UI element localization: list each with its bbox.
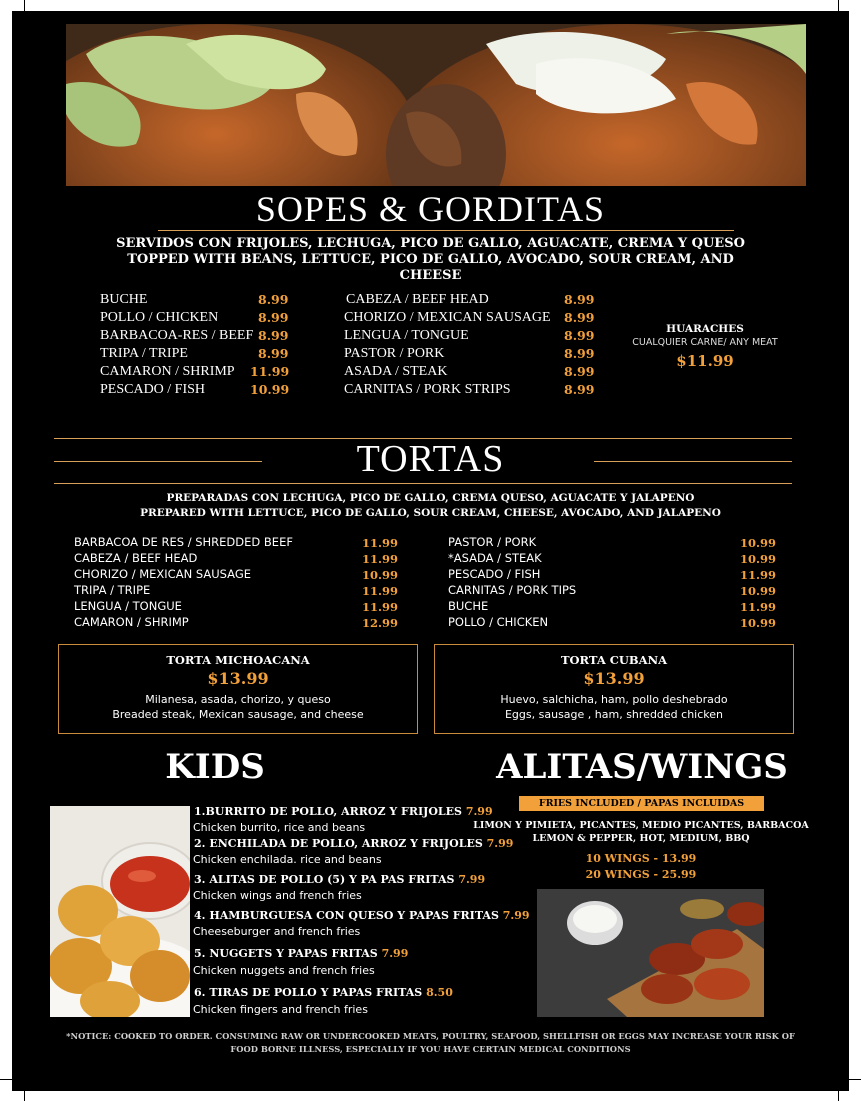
wings-flavors-en: LEMON & PEPPER, HOT, MEDIUM, BBQ bbox=[532, 833, 750, 844]
menu-item-price: 8.99 bbox=[564, 382, 595, 397]
menu-item-name: BARBACOA DE RES / SHREDDED BEEF bbox=[74, 535, 293, 549]
tortas-subtitle-en: PREPARED WITH LETTUCE, PICO DE GALLO, SOUR CREAM, CHEESE, AVOCADO, AND JALAPENO bbox=[140, 507, 721, 519]
crop-mark bbox=[849, 1079, 861, 1080]
wings-photo bbox=[537, 889, 764, 1017]
menu-item-price: 8.99 bbox=[564, 346, 595, 361]
menu-item-price: 11.99 bbox=[362, 600, 399, 614]
wings-title: ALITAS/WINGS bbox=[496, 747, 788, 787]
menu-item-name: CABEZA / BEEF HEAD bbox=[346, 292, 489, 307]
sopes-subtitle-en-1: TOPPED WITH BEANS, LETTUCE, PICO DE GALLO, AVOCADO, SOUR CREAM, AND bbox=[127, 252, 734, 267]
kids-item-name: 6. TIRAS DE POLLO Y PAPAS FRITAS 8.50 bbox=[194, 986, 453, 999]
title-underline bbox=[158, 230, 734, 231]
menu-item-name: TRIPA / TRIPE bbox=[100, 346, 188, 361]
wings-flavors-es: LIMON Y PIMIETA, PICANTES, MEDIO PICANTES, BARBACOA bbox=[473, 820, 809, 831]
kids-item-price: 7.99 bbox=[486, 837, 514, 850]
sopes-subtitle-en-2: CHEESE bbox=[399, 268, 462, 283]
nuggets-photo-art bbox=[50, 806, 190, 1017]
menu-item-name: TRIPA / TRIPE bbox=[74, 583, 151, 597]
menu-item-price: 8.99 bbox=[258, 292, 289, 307]
huaraches-title: HUARACHES bbox=[666, 323, 744, 335]
wings-badge: FRIES INCLUDED / PAPAS INCLUIDAS bbox=[519, 796, 764, 811]
menu-item-price: 10.99 bbox=[740, 552, 777, 566]
nuggets-photo bbox=[50, 806, 190, 1017]
torta-cubana-title: TORTA CUBANA bbox=[560, 653, 668, 667]
kids-item-desc: Chicken enchilada. rice and beans bbox=[193, 853, 382, 866]
crop-mark bbox=[24, 0, 25, 11]
kids-item-desc: Chicken burrito, rice and beans bbox=[193, 821, 366, 834]
menu-item-name: PESCADO / FISH bbox=[100, 382, 206, 397]
menu-item-price: 8.99 bbox=[258, 346, 289, 361]
menu-item-name: LENGUA / TONGUE bbox=[344, 328, 469, 343]
kids-item-name: 5. NUGGETS Y PAPAS FRITAS 7.99 bbox=[194, 947, 409, 960]
kids-item-name: 1.BURRITO DE POLLO, ARROZ Y FRIJOLES 7.99 bbox=[194, 805, 493, 818]
torta-cubana-box bbox=[434, 644, 794, 734]
menu-item-name: BARBACOA-RES / BEEF bbox=[100, 328, 254, 343]
crop-mark bbox=[0, 1079, 12, 1080]
menu-item-price: 11.99 bbox=[740, 600, 777, 614]
menu-item-name: PASTOR / PORK bbox=[344, 346, 445, 361]
kids-item-price: 7.99 bbox=[465, 805, 493, 818]
notice-line-1: *NOTICE: COOKED TO ORDER. CONSUMING RAW OR UNDERCOOKED MEATS, POULTRY, SEAFOOD, SHELLFISH OR EGGS MAY INCREASE YOUR RISK OF bbox=[66, 1031, 795, 1041]
divider-line bbox=[54, 483, 792, 484]
menu-item-price: 8.99 bbox=[564, 328, 595, 343]
sopes-photo-art bbox=[66, 24, 806, 186]
menu-item-price: 10.99 bbox=[362, 568, 399, 582]
kids-item-price: 7.99 bbox=[381, 947, 409, 960]
menu-item-name: CABEZA / BEEF HEAD bbox=[74, 551, 198, 565]
menu-item-name: PESCADO / FISH bbox=[448, 567, 541, 581]
torta-cubana-price: $13.99 bbox=[583, 669, 645, 688]
menu-item-price: 11.99 bbox=[740, 568, 777, 582]
menu-item-name: POLLO / CHICKEN bbox=[448, 615, 549, 629]
notice-line-2: FOOD BORNE ILLNESS, ESPECIALLY IF YOU HAVE CERTAIN MEDICAL CONDITIONS bbox=[230, 1044, 631, 1054]
kids-item-desc: Chicken nuggets and french fries bbox=[193, 964, 375, 977]
menu-item-price: 10.99 bbox=[740, 536, 777, 550]
kids-item-price: 7.99 bbox=[502, 909, 530, 922]
kids-item-name: 4. HAMBURGUESA CON QUESO Y PAPAS FRITAS 7.99 bbox=[194, 909, 530, 922]
kids-item-name: 3. ALITAS DE POLLO (5) Y PA PAS FRITAS 7.99 bbox=[194, 873, 486, 886]
sopes-photo bbox=[66, 24, 806, 186]
menu-item-name: CAMARON / SHRIMP bbox=[100, 364, 235, 379]
kids-item-price: 8.50 bbox=[426, 986, 453, 999]
menu-item-price: 11.99 bbox=[362, 536, 399, 550]
menu-item-name: CARNITAS / PORK TIPS bbox=[448, 583, 577, 597]
menu-item-name: LENGUA / TONGUE bbox=[74, 599, 182, 613]
menu-item-name: CHORIZO / MEXICAN SAUSAGE bbox=[74, 567, 251, 581]
kids-title: KIDS bbox=[165, 747, 265, 787]
torta-michoacana-title: TORTA MICHOACANA bbox=[166, 653, 310, 667]
menu-item-name: *ASADA / STEAK bbox=[448, 551, 542, 565]
torta-michoacana-desc-en: Breaded steak, Mexican sausage, and cheese bbox=[112, 708, 364, 721]
torta-michoacana-price: $13.99 bbox=[207, 669, 269, 688]
kids-item-price: 7.99 bbox=[458, 873, 486, 886]
kids-item-desc: Cheeseburger and french fries bbox=[193, 925, 361, 938]
menu-item-name: CAMARON / SHRIMP bbox=[74, 615, 189, 629]
huaraches-price: $11.99 bbox=[676, 352, 734, 370]
tortas-subtitle-es: PREPARADAS CON LECHUGA, PICO DE GALLO, CREMA QUESO, AGUACATE Y JALAPENO bbox=[166, 492, 695, 504]
crop-mark bbox=[838, 1091, 839, 1101]
torta-cubana-desc-en: Eggs, sausage , ham, shredded chicken bbox=[504, 708, 724, 721]
menu-item-price: 8.99 bbox=[564, 310, 595, 325]
menu-item-price: 8.99 bbox=[258, 310, 289, 325]
menu-item-price: 11.99 bbox=[362, 584, 399, 598]
menu-item-price: 11.99 bbox=[250, 364, 290, 379]
wings-price-10: 10 WINGS - 13.99 bbox=[585, 852, 697, 865]
crop-mark bbox=[838, 0, 839, 11]
menu-item-price: 10.99 bbox=[740, 616, 777, 630]
menu-item-name: PASTOR / PORK bbox=[448, 535, 537, 549]
huaraches-desc: CUALQUIER CARNE/ ANY MEAT bbox=[632, 337, 778, 348]
kids-item-desc: Chicken wings and french fries bbox=[193, 889, 362, 902]
menu-item-price: 12.99 bbox=[362, 616, 399, 630]
tortas-title: TORTAS bbox=[356, 438, 505, 480]
menu-item-price: 10.99 bbox=[740, 584, 777, 598]
menu-item-name: BUCHE bbox=[100, 292, 148, 307]
wings-photo-art bbox=[537, 889, 764, 1017]
menu-item-name: CARNITAS / PORK STRIPS bbox=[344, 382, 511, 397]
menu-item-price: 8.99 bbox=[258, 328, 289, 343]
kids-item-desc: Chicken fingers and french fries bbox=[193, 1003, 368, 1016]
menu-page bbox=[12, 11, 849, 1091]
menu-item-name: CHORIZO / MEXICAN SAUSAGE bbox=[344, 310, 551, 325]
menu-item-name: ASADA / STEAK bbox=[344, 364, 448, 379]
torta-michoacana-desc-es: Milanesa, asada, chorizo, y queso bbox=[145, 693, 331, 706]
sopes-title: SOPES & GORDITAS bbox=[255, 189, 606, 229]
sopes-subtitle-es: SERVIDOS CON FRIJOLES, LECHUGA, PICO DE GALLO, AGUACATE, CREMA Y QUESO bbox=[116, 236, 745, 251]
kids-item-name: 2. ENCHILADA DE POLLO, ARROZ Y FRIJOLES 7.99 bbox=[194, 837, 514, 850]
menu-item-price: 8.99 bbox=[564, 364, 595, 379]
torta-michoacana-box bbox=[58, 644, 418, 734]
wings-price-20: 20 WINGS - 25.99 bbox=[585, 868, 697, 881]
menu-item-price: 10.99 bbox=[250, 382, 290, 397]
torta-cubana-desc-es: Huevo, salchicha, ham, pollo deshebrado bbox=[500, 693, 728, 706]
menu-item-name: BUCHE bbox=[448, 599, 489, 613]
crop-mark bbox=[24, 1091, 25, 1101]
menu-item-price: 11.99 bbox=[362, 552, 399, 566]
menu-item-price: 8.99 bbox=[564, 292, 595, 307]
menu-item-name: POLLO / CHICKEN bbox=[100, 310, 219, 325]
